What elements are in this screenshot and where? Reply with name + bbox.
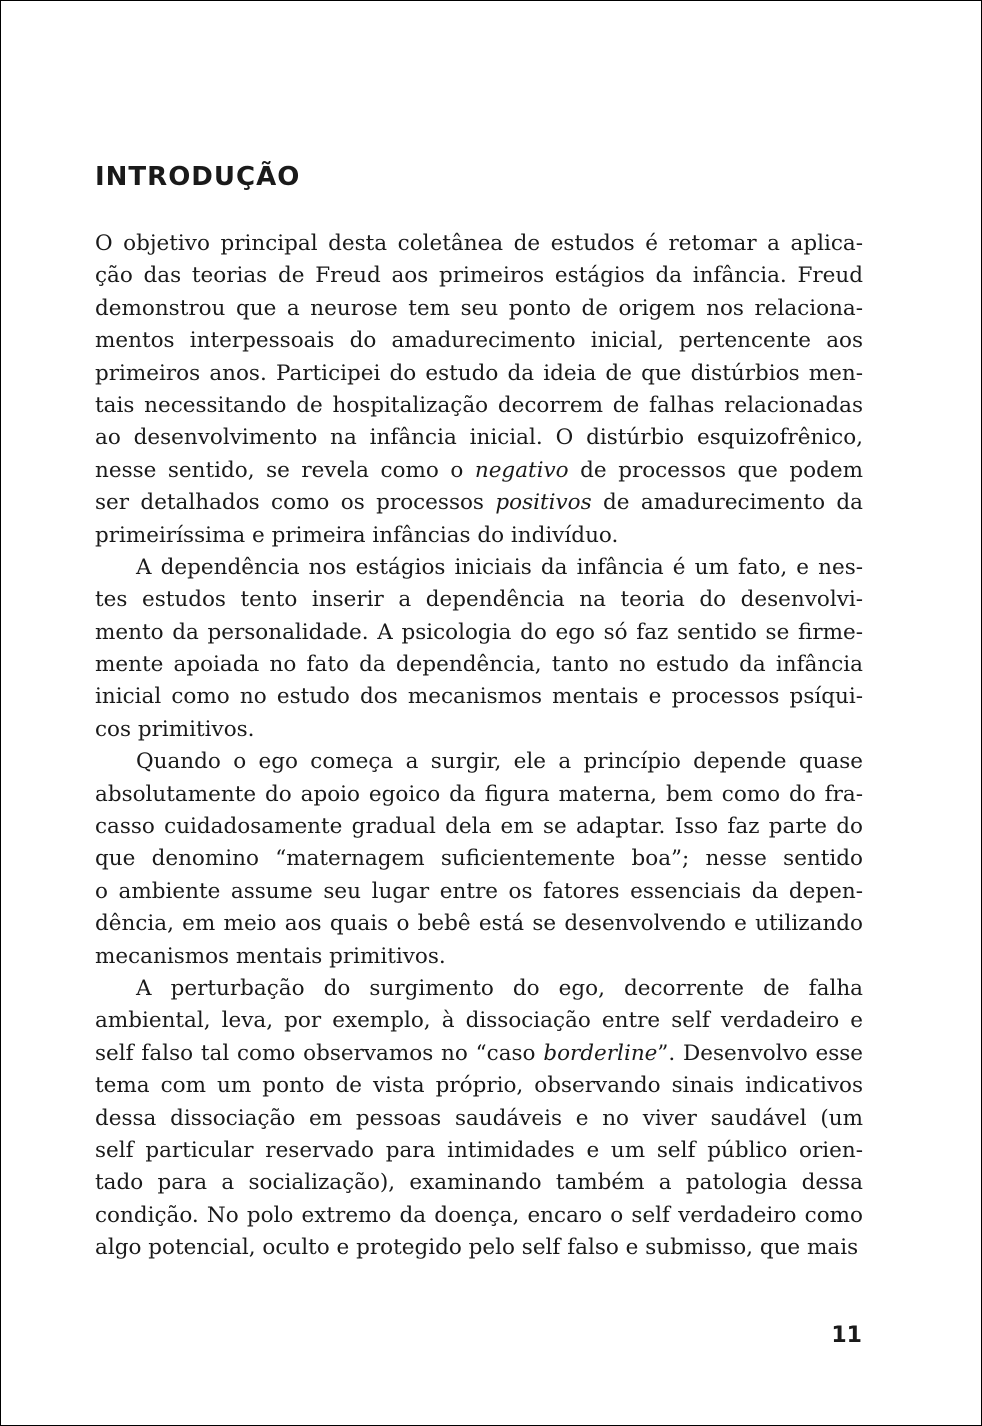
text-line: tado para a socialização), examinando também a patologia dessa	[95, 1170, 863, 1196]
text-line: A dependência nos estágios iniciais da infância é um fato, e nes-	[136, 554, 863, 580]
text-segment: nesse sentido, se revela como o	[95, 457, 475, 483]
emphasized-term: borderline	[543, 1040, 658, 1066]
text-line: A perturbação do surgimento do ego, decorrente de falha	[136, 975, 863, 1001]
text-segment: de processos que podem	[568, 457, 863, 483]
text-line: mento da personalidade. A psicologia do ego só faz sentido se firme-	[95, 619, 863, 645]
text-line: ção das teorias de Freud aos primeiros estágios da infância. Freud	[95, 263, 863, 289]
text-line: dessa dissociação em pessoas saudáveis e no viver saudável (um	[95, 1105, 863, 1131]
body-text	[95, 228, 863, 1265]
page-number: 11	[831, 1323, 862, 1348]
text-line: mentos interpessoais do amadurecimento inicial, pertencente aos	[95, 328, 863, 354]
paragraph	[95, 228, 863, 552]
text-line: demonstrou que a neurose tem seu ponto de origem nos relaciona-	[95, 295, 863, 321]
text-line: tema com um ponto de vista próprio, observando sinais indicativos	[95, 1073, 863, 1099]
text-line: dência, em meio aos quais o bebê está se desenvolvendo e utilizando	[95, 911, 863, 937]
text-line: que denomino “maternagem suficientemente boa”; nesse sentido	[95, 846, 863, 872]
text-line	[95, 1038, 863, 1070]
text-line: primeiríssima e primeira infâncias do indivíduo.	[95, 522, 619, 548]
text-line: absolutamente do apoio egoico da figura materna, bem como do fra-	[95, 781, 863, 807]
text-segment: ”. Desenvolvo esse	[657, 1040, 863, 1066]
text-line: tais necessitando de hospitalização decorrem de falhas relacionadas	[95, 392, 863, 418]
text-segment: ser detalhados como os processos	[95, 490, 496, 516]
text-segment: de amadurecimento da	[591, 490, 863, 516]
paragraph	[95, 973, 863, 1265]
text-line: self particular reservado para intimidades e um self público orien-	[95, 1137, 863, 1163]
text-line: ao desenvolvimento na infância inicial. O distúrbio esquizofrênico,	[95, 425, 863, 451]
text-line: tes estudos tento inserir a dependência na teoria do desenvolvi-	[95, 587, 863, 613]
text-line: casso cuidadosamente gradual dela em se adaptar. Isso faz parte do	[95, 814, 863, 840]
text-line: mente apoiada no fato da dependência, tanto no estudo da infância	[95, 652, 863, 678]
text-line	[95, 487, 863, 519]
paragraph	[95, 552, 863, 746]
text-line: condição. No polo extremo da doença, encaro o self verdadeiro como	[95, 1202, 863, 1228]
text-segment: self falso tal como observamos no “caso	[95, 1040, 544, 1066]
text-line: o ambiente assume seu lugar entre os fatores essenciais da depen-	[95, 878, 863, 904]
text-line	[95, 455, 863, 487]
text-line: ambiental, leva, por exemplo, à dissociação entre self verdadeiro e	[95, 1008, 863, 1034]
text-line: inicial como no estudo dos mecanismos mentais e processos psíqui-	[95, 684, 863, 710]
text-line: mecanismos mentais primitivos.	[95, 943, 446, 969]
text-line: algo potencial, oculto e protegido pelo self falso e submisso, que mais	[95, 1235, 859, 1261]
text-line: cos primitivos.	[95, 716, 255, 742]
emphasized-term: negativo	[474, 457, 569, 483]
text-line: O objetivo principal desta coletânea de estudos é retomar a aplica-	[95, 231, 863, 256]
text-line: Quando o ego começa a surgir, ele a princípio depende quase	[136, 749, 863, 775]
paragraph	[95, 746, 863, 973]
text-line: primeiros anos. Participei do estudo da ideia de que distúrbios men-	[95, 360, 863, 386]
emphasized-term: positivos	[495, 490, 592, 516]
chapter-heading: INTRODUÇÃO	[95, 162, 301, 192]
